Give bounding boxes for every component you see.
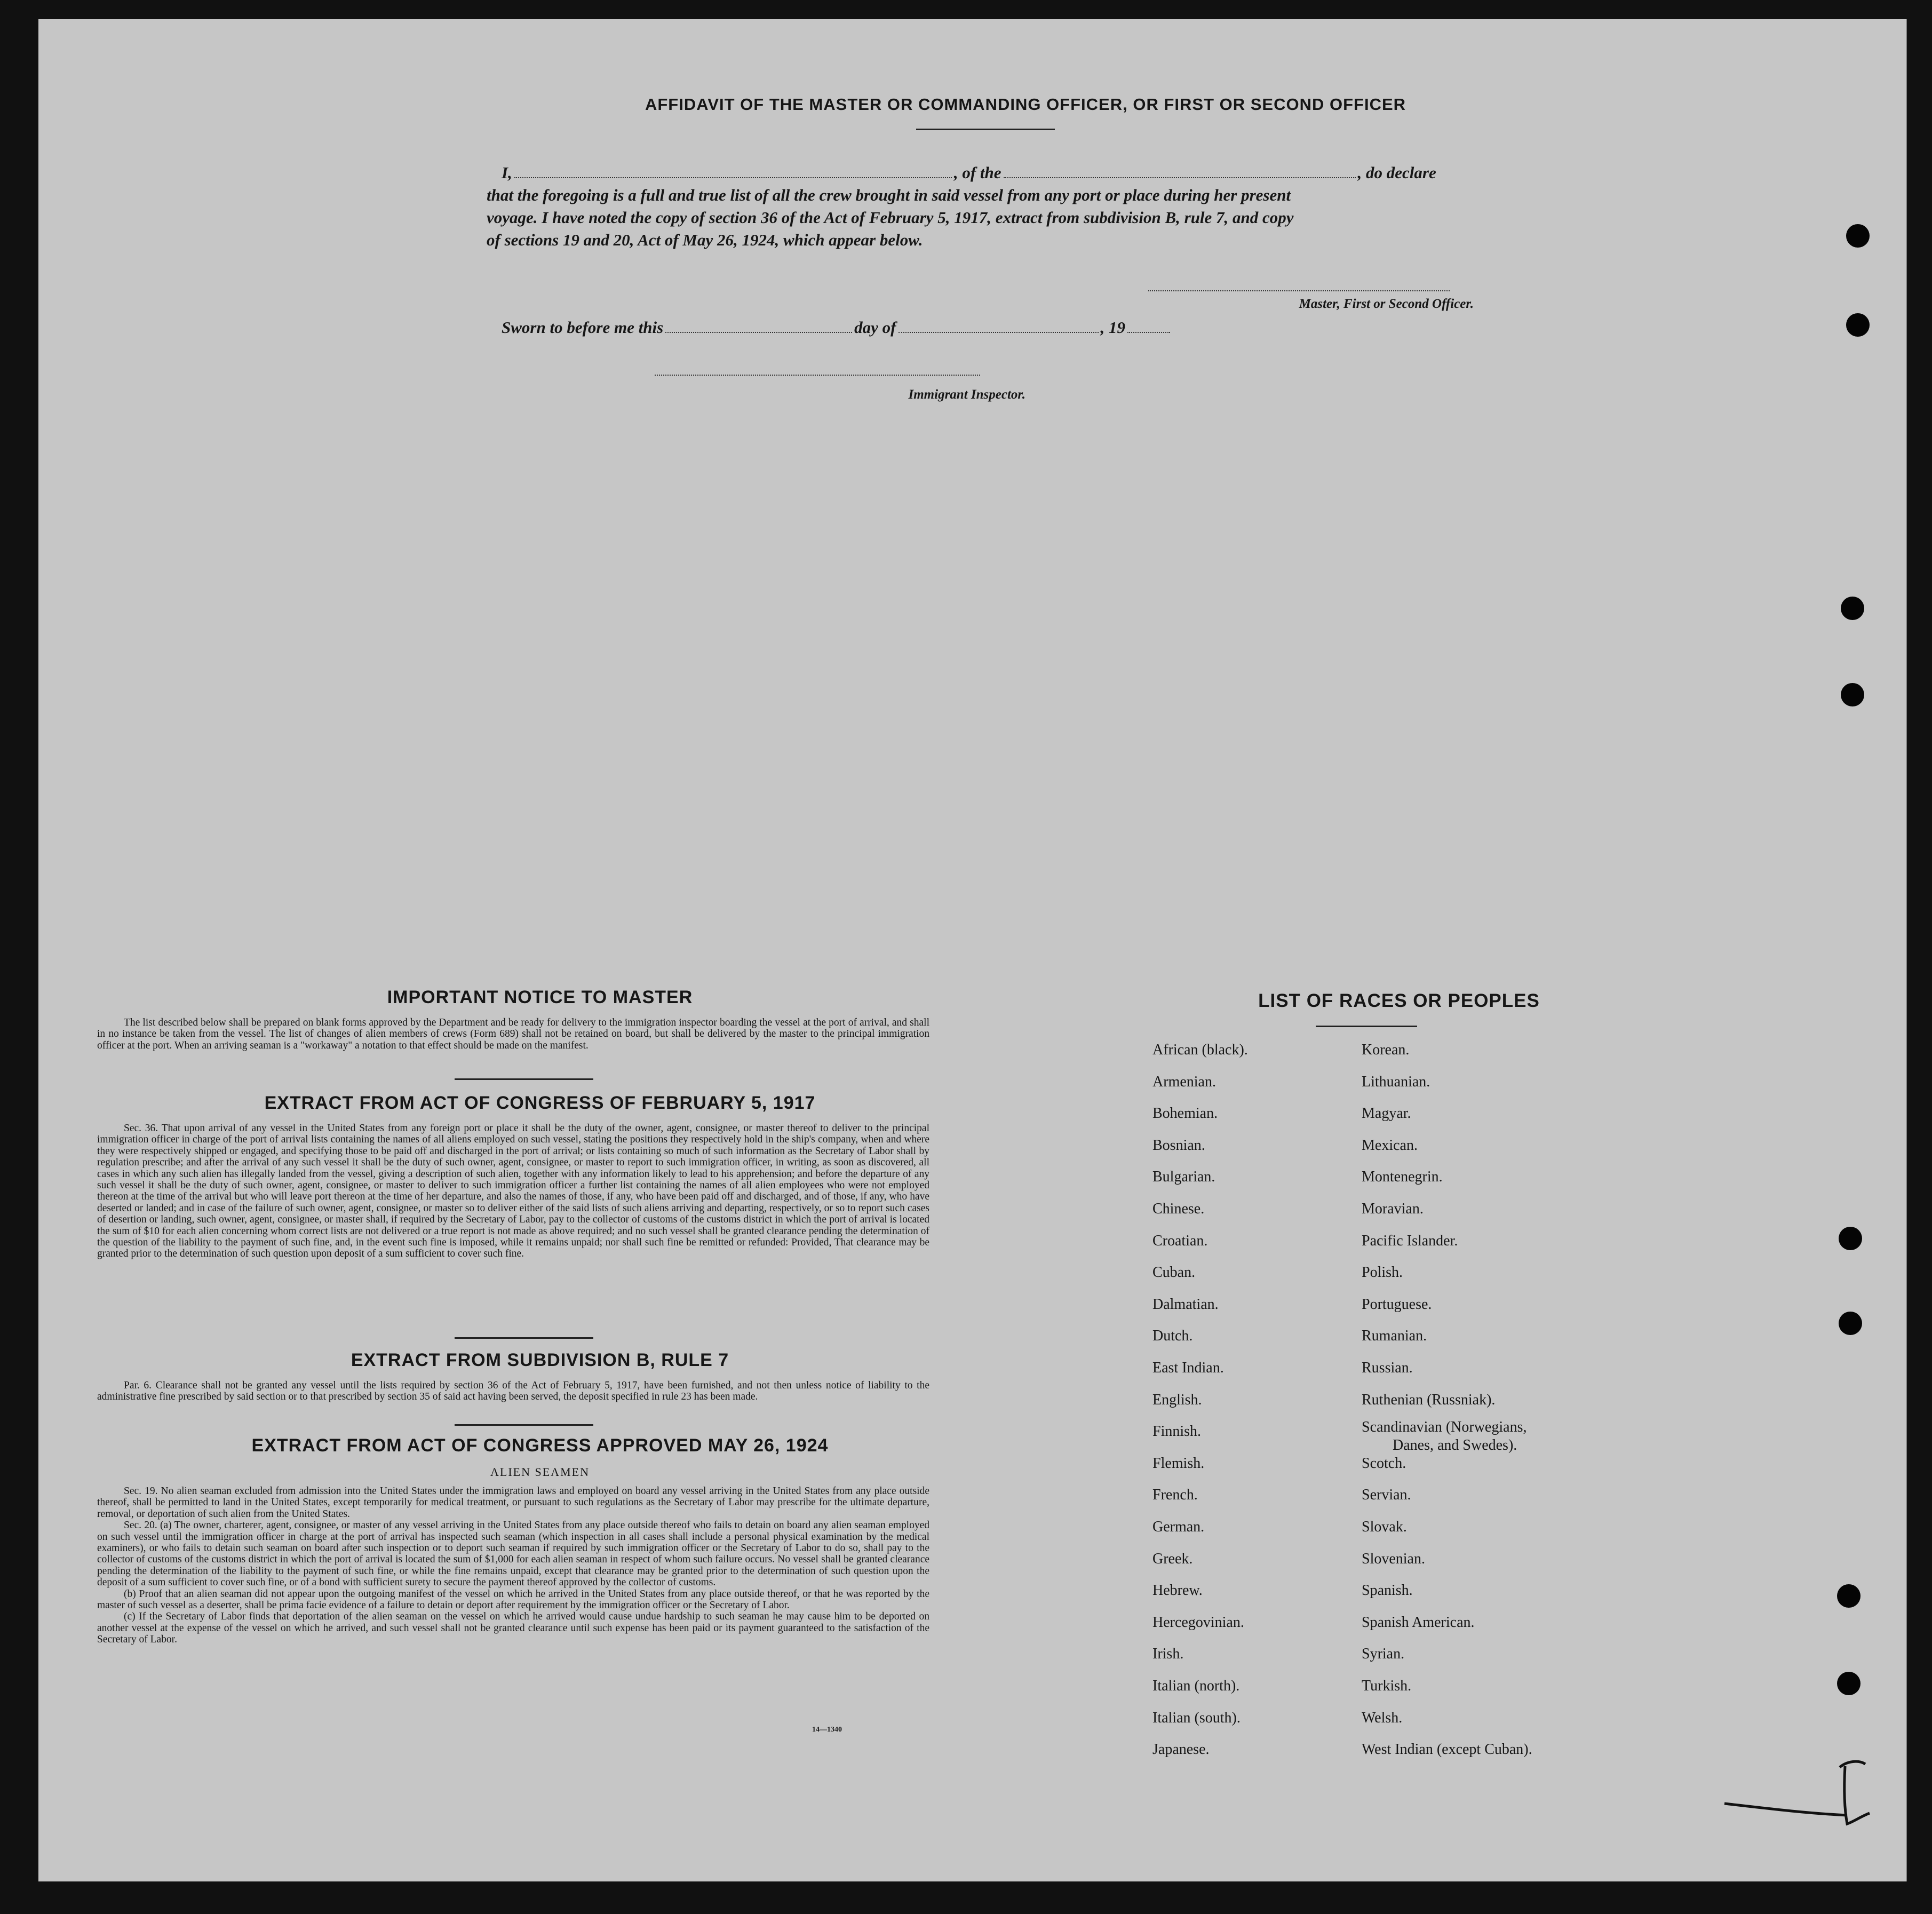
sec-20c-text: (c) If the Secretary of Labor finds that deportation of the alien seaman on the vessel on which he arrived would cause undue hardship to such seaman he may cause him to be deported on another vessel at the expense of the vessel on which he arrived, and such vessel shall not be granted clearance until such expense has been paid or its payment guaranteed to the satisfaction of the Secretary of Labor. <box>97 1611 929 1646</box>
extract-1917-text: Sec. 36. That upon arrival of any vessel in the United States from any foreign port or place it shall be the duty of the owner, agent, consignee, or master thereof to deliver to the principal immigration officer in charge of the port of arrival lists containing the names of all aliens employed on such vessel, stating the positions they respectively hold in the ship's company, when and where they were respectively shipped or engaged, and specifying those to be paid off and discharged in the port of arrival; or lists containing so much of such information as the Secretary of Labor shall by regulation prescribe; and after the arrival of any such vessel it shall be the duty of such owner, agent, consignee, or master to report to such immigration officer, in writing, as soon as discovered, all cases in which any such alien has illegally landed from the vessel, giving a description of such alien, together with any information likely to lead to his apprehension; and before the departure of any such vessel it shall be the duty of such owner, agent, consignee, or master to deliver to such immigration officer a further list containing the names of all alien employees who were not employed thereon at the time of the arrival but who will leave port thereon at the time of her departure, and also the names of those, if any, who have been paid off and discharged, and of those, if any, who have deserted or landed; and in case of the failure of such owner, agent, consignee, or master so to deliver either of the said lists of such aliens arriving and departing, respectively, or so to report such cases of desertion or landing, such owner, agent, consignee, or master shall, if required by the Secretary of Labor, pay to the collector of customs of the customs district in which the port of arrival is located the sum of $10 for each alien concerning whom correct lists are not delivered or a true report is not made as above required; and no such vessel shall be granted clearance pending the determination of the question of the liability to the payment of such fine, and, in the event such fine is imposed, while it remains unpaid; nor shall such fine be remitted or refunded: Provided, That clearance may be granted prior to the determination of such question upon deposit of a sum sufficient to cover such fine. <box>97 1123 929 1260</box>
race-item: African (black). <box>1152 1042 1248 1058</box>
inspector-signature-line[interactable] <box>655 375 980 376</box>
sworn-month-blank[interactable] <box>899 331 1099 333</box>
extract-1917-title: EXTRACT FROM ACT OF CONGRESS OF FEBRUARY 5, 1917 <box>264 1093 816 1113</box>
affidavit-divider <box>916 129 1055 130</box>
race-item: Turkish. <box>1362 1678 1412 1694</box>
race-item: Spanish American. <box>1362 1614 1475 1631</box>
binder-hole <box>1839 1227 1862 1250</box>
race-item: Pacific Islander. <box>1362 1232 1458 1249</box>
binder-hole <box>1837 1584 1861 1608</box>
affidavit-line1 <box>502 163 1526 182</box>
race-item-continuation: Danes, and Swedes). <box>1393 1437 1517 1454</box>
affidavit-do-declare: , do declare <box>1357 163 1436 182</box>
race-item: Greek. <box>1152 1550 1193 1567</box>
races-title: LIST OF RACES OR PEOPLES <box>1258 990 1540 1011</box>
race-item: Portuguese. <box>1362 1296 1432 1313</box>
sec-20a-text: Sec. 20. (a) The owner, charterer, agent, consignee, or master of any vessel arriving in the United States from any place outside thereof who fails to detain on board any alien seaman employed on such vessel until the immigration officer in charge at the port of arrival has inspected such seaman (which inspection in all cases shall include a personal physical examination by the medical examiners), or who fails to detain such seaman on board after such inspection or to deport such seaman if required by such immigration officer or the Secretary of Labor to do so, shall pay to the collector of customs of the customs district in which the port of arrival is located the sum of $1,000 for each alien seaman in respect of whom such failure occurs. No vessel shall be granted clearance pending the determination of the liability to the payment of such fine, or while the fine remains unpaid, except that clearance may be granted prior to the determination of such question upon the deposit of a sum sufficient to cover such fine, or of a bond with sufficient surety to secure the payment thereof approved by the collector of customs. <box>97 1520 929 1589</box>
document-sheet <box>38 19 1907 1881</box>
race-item: Cuban. <box>1152 1264 1196 1281</box>
race-item: Bohemian. <box>1152 1105 1218 1122</box>
race-item: Dutch. <box>1152 1328 1193 1345</box>
race-item: Hebrew. <box>1152 1582 1203 1599</box>
race-item: Syrian. <box>1362 1646 1405 1663</box>
race-item: Croatian. <box>1152 1232 1208 1249</box>
binder-hole <box>1846 224 1870 248</box>
binder-hole <box>1841 683 1864 706</box>
race-item: Scandinavian (Norwegians, <box>1362 1419 1527 1436</box>
race-item: Rumanian. <box>1362 1328 1427 1345</box>
master-signature-line[interactable] <box>1148 290 1450 291</box>
race-item: Slovenian. <box>1362 1550 1425 1567</box>
form-number: 14—1340 <box>812 1726 842 1734</box>
race-item: Bulgarian. <box>1152 1169 1215 1186</box>
extract-1924-body <box>97 1486 929 1646</box>
extract-1917-divider <box>455 1337 593 1339</box>
race-item: Italian (south). <box>1152 1709 1241 1726</box>
race-item: West Indian (except Cuban). <box>1362 1741 1532 1758</box>
race-item: Flemish. <box>1152 1455 1205 1472</box>
name-blank[interactable] <box>514 177 952 178</box>
race-item: Bosnian. <box>1152 1137 1205 1154</box>
binder-hole <box>1846 313 1870 337</box>
race-item: Korean. <box>1362 1042 1410 1058</box>
race-item: Irish. <box>1152 1646 1184 1663</box>
affidavit-title: AFFIDAVIT OF THE MASTER OR COMMANDING OFFICER, OR FIRST OR SECOND OFFICER <box>645 95 1406 114</box>
race-item: Polish. <box>1362 1264 1403 1281</box>
race-item: English. <box>1152 1391 1202 1408</box>
affidavit-line3: voyage. I have noted the copy of section 36 of the Act of February 5, 1917, extract from subdivision B, rule 7, and copy <box>487 208 1294 227</box>
sec-20b-text: (b) Proof that an alien seaman did not appear upon the outgoing manifest of the vessel on which he arrived in the United States from any place outside thereof, or that he was reported by the master of such vessel as a deserter, shall be prima facie evidence of a failure to detain or deport after requirement by the immigration officer or the Secretary of Labor. <box>97 1588 929 1611</box>
race-item: Lithuanian. <box>1362 1073 1430 1090</box>
race-item: Ruthenian (Russniak). <box>1362 1391 1496 1408</box>
affidavit-line2: that the foregoing is a full and true list of all the crew brought in said vessel from any port or place during her present <box>487 186 1291 204</box>
race-item: Montenegrin. <box>1362 1169 1443 1186</box>
notice-divider <box>455 1078 593 1080</box>
race-item: East Indian. <box>1152 1360 1224 1376</box>
race-item: Scotch. <box>1362 1455 1406 1472</box>
race-item: Welsh. <box>1362 1709 1403 1726</box>
notice-title: IMPORTANT NOTICE TO MASTER <box>387 987 693 1007</box>
race-item: Finnish. <box>1152 1423 1202 1440</box>
race-item: Mexican. <box>1362 1137 1418 1154</box>
sworn-year: , 19 <box>1100 318 1125 337</box>
race-item: French. <box>1152 1487 1198 1504</box>
races-left-column <box>1152 1042 1355 1778</box>
sworn-year-blank[interactable] <box>1127 331 1170 333</box>
sec-19-text: Sec. 19. No alien seaman excluded from admission into the United States under the immigration laws and employed on board any vessel arriving in the United States from any place outside thereof, shall be permitted to land in the United States, except temporarily for medical treatment, or pursuant to such regulations as the Secretary of Labor may prescribe for the ultimate departure, removal, or deportation of such alien from the United States. <box>97 1486 929 1520</box>
affidavit-line4: of sections 19 and 20, Act of May 26, 1924, which appear below. <box>487 231 923 249</box>
handwritten-f-mark <box>1714 1748 1885 1833</box>
race-item: Slovak. <box>1362 1519 1407 1535</box>
extract-rule7-title: EXTRACT FROM SUBDIVISION B, RULE 7 <box>351 1350 729 1370</box>
race-item: Chinese. <box>1152 1201 1205 1217</box>
binder-hole <box>1837 1672 1861 1695</box>
master-signature-label: Master, First or Second Officer. <box>1299 297 1474 311</box>
sworn-prefix: Sworn to before me this <box>502 318 664 337</box>
race-item: Dalmatian. <box>1152 1296 1219 1313</box>
binder-hole <box>1839 1312 1862 1335</box>
vessel-blank[interactable] <box>1004 177 1356 178</box>
binder-hole <box>1841 597 1864 620</box>
sworn-date-blank[interactable] <box>665 331 852 333</box>
race-item: Armenian. <box>1152 1073 1216 1090</box>
races-divider <box>1316 1026 1417 1027</box>
race-item: Magyar. <box>1362 1105 1411 1122</box>
race-item: Japanese. <box>1152 1741 1210 1758</box>
affidavit-of-the: , of the <box>953 163 1001 182</box>
race-item: Spanish. <box>1362 1582 1413 1599</box>
affidavit-i: I, <box>502 163 512 182</box>
sworn-day-of: day of <box>854 318 896 337</box>
race-item: Servian. <box>1362 1487 1411 1504</box>
race-item: Hercegovinian. <box>1152 1614 1244 1631</box>
extract-rule7-divider <box>455 1424 593 1426</box>
inspector-label: Immigrant Inspector. <box>908 387 1025 402</box>
notice-text: The list described below shall be prepared on blank forms approved by the Department and be ready for delivery to the immigration inspector boarding the vessel at the port of arrival, and shall in no instance be taken from the vessel. The list of changes of alien members of crews (Form 689) shall not be retained on board, but shall be delivered by the master to the principal immigration officer at the port. When an arriving seaman is a "workaway" a notation to that effect should be made on the manifest. <box>97 1017 929 1051</box>
extract-1924-title: EXTRACT FROM ACT OF CONGRESS APPROVED MAY 26, 1924 <box>251 1435 829 1456</box>
races-right-column <box>1362 1042 1639 1778</box>
race-item: German. <box>1152 1519 1205 1535</box>
sworn-line <box>502 318 1302 337</box>
extract-rule7-text: Par. 6. Clearance shall not be granted any vessel until the lists required by section 36 of the Act of February 5, 1917, have been furnished, and not then unless notice of liability to the administrative fine prescribed by said section or to that prescribed by section 35 of said act having been served, the deposit specified in rule 23 has been made. <box>97 1380 929 1403</box>
race-item: Russian. <box>1362 1360 1413 1376</box>
race-item: Italian (north). <box>1152 1678 1240 1694</box>
alien-seamen-heading: ALIEN SEAMEN <box>490 1465 590 1479</box>
race-item: Moravian. <box>1362 1201 1424 1217</box>
